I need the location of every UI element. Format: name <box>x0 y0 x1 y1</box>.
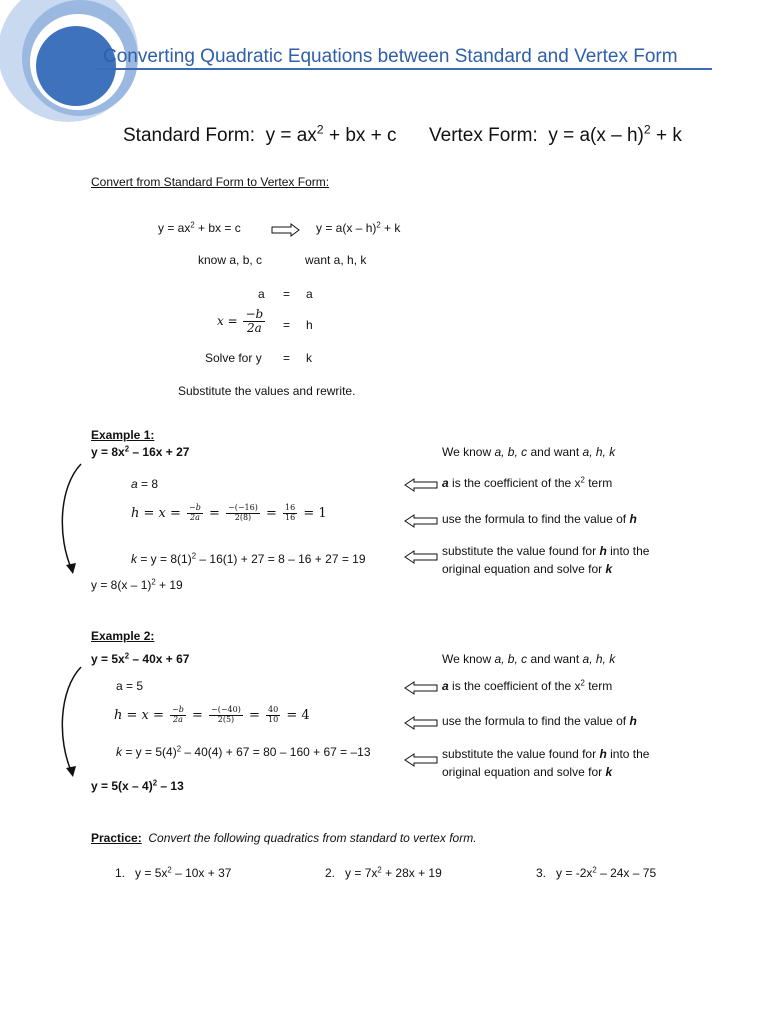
row2-right: h <box>306 318 313 332</box>
practice-item-3: 3. $y = -2x^2 - 24x - 75$ <box>536 865 657 880</box>
row3-eq: = <box>283 351 291 365</box>
left-arrow-icon <box>404 550 438 564</box>
example2-equation: $y = 5x^2 - 40x + 67$ <box>91 651 190 666</box>
example1-note-h: use the formula to find the value of h <box>442 512 637 526</box>
page-title: Converting Quadratic Equations between Standard and Vertex Form <box>103 46 678 67</box>
example2-heading: Example 2: <box>91 629 155 643</box>
example1-note-a: a is the coefficient of the $x^2$ term <box>442 475 613 490</box>
example2-note-h: use the formula to find the value of h <box>442 714 637 728</box>
example1-k-line: $k = y = 8(1)^2 - 16(1) + 27 = 8 - 16 + 27 = 19$ <box>131 551 366 566</box>
example2-h-line: h = x = $\frac{-b}{2a}$ = $\frac{-(-40)}{2(5)}$ = $\frac{40}{10}$ = 4 <box>114 705 310 724</box>
vertex-form-label: Vertex Form: y = a(x – h)$^2$ + k <box>429 122 682 146</box>
practice-item-2: 2. $y = 7x^2 + 28x + 19$ <box>325 865 442 880</box>
example1-h-line: h = x = $\frac{-b}{2a}$ = $\frac{-(-16)}{2(8)}$ = $\frac{16}{16}$ = 1 <box>131 503 327 522</box>
vertex-x-formula: x = $\frac{-b}{2a}$ <box>217 307 264 336</box>
example1-note-k: substitute the value found for h into the original equation and solve for k <box>442 544 650 576</box>
convert-standard-eq: $y = ax^2$ + bx = c <box>158 220 241 235</box>
row2-eq: = <box>283 318 291 332</box>
left-arrow-icon <box>404 514 438 528</box>
left-arrow-icon <box>404 716 438 730</box>
example1-equation: $y = 8x^2 - 16x + 27$ <box>91 444 190 459</box>
example2-a-line: a = 5 <box>116 679 144 693</box>
row1-left: a <box>258 287 265 301</box>
example2-result: y = 5(x – 4)$^2$ – 13 <box>91 778 184 793</box>
example2-note-a: a is the coefficient of the $x^2$ term <box>442 678 613 693</box>
standard-form-label: Standard Form: $y = ax^2$ + bx + c <box>123 122 397 146</box>
practice-heading: Practice: Convert the following quadratics from standard to vertex form. <box>91 831 477 845</box>
convert-heading: Convert from Standard Form to Vertex Form: <box>91 175 330 189</box>
right-arrow-icon <box>271 223 301 237</box>
row3-right: k <box>306 351 312 365</box>
row3-left: Solve for y <box>205 351 262 365</box>
example1-a-line: a = 8 <box>131 477 159 491</box>
example1-result: y = 8(x – 1)$^2$ + 19 <box>91 577 183 592</box>
left-arrow-icon <box>404 681 438 695</box>
row1-right: a <box>306 287 313 301</box>
know-label: know a, b, c <box>198 253 263 267</box>
left-arrow-icon <box>404 478 438 492</box>
example1-know-want: We know a, b, c and want a, h, k <box>442 445 616 459</box>
example2-know-want: We know a, b, c and want a, h, k <box>442 652 616 666</box>
convert-vertex-eq: y = a(x – h)$^2$ + k <box>316 220 401 235</box>
want-label: want a, h, k <box>305 253 367 267</box>
left-arrow-icon <box>404 753 438 767</box>
row1-eq: = <box>283 287 291 301</box>
practice-item-1: 1. $y = 5x^2 - 10x + 37$ <box>115 865 232 880</box>
substitute-note: Substitute the values and rewrite. <box>178 384 356 398</box>
example1-heading: Example 1: <box>91 428 155 442</box>
example2-curved-arrow <box>55 665 95 785</box>
example2-note-k: substitute the value found for h into the original equation and solve for k <box>442 747 650 779</box>
example1-curved-arrow <box>55 462 95 582</box>
example2-k-line: $k = y = 5(4)^2 - 40(4) + 67 = 80 - 160 + 67 = -13$ <box>116 744 371 759</box>
